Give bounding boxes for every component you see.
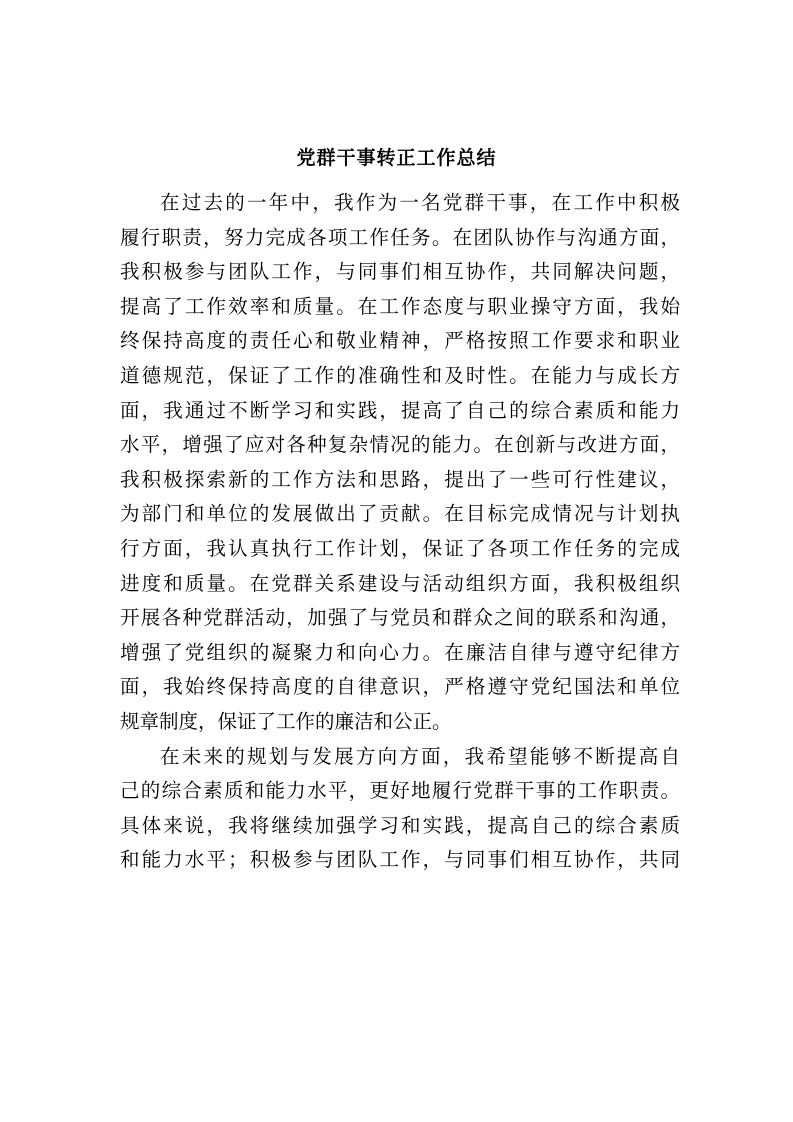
paragraph-1-line-10: 为部门和单位的发展做出了贡献。在目标完成情况与计划执 [120,502,680,526]
paragraph-1-line-7: 面，我通过不断学习和实践，提高了自己的综合素质和能力 [120,398,680,422]
paragraph-1-line-15: 面，我始终保持高度的自律意识，严格遵守党纪国法和单位 [120,675,680,699]
paragraph-1-line-3: 我积极参与团队工作，与同事们相互协作，共同解决问题， [120,260,680,284]
paragraph-1-line-12: 进度和质量。在党群关系建设与活动组织方面，我积极组织 [120,571,680,595]
paragraph-2-line-2: 己的综合素质和能力水平，更好地履行党群干事的工作职责。 [120,779,680,803]
paragraph-1-line-14: 增强了党组织的凝聚力和向心力。在廉洁自律与遵守纪律方 [120,640,680,664]
paragraph-1-line-8: 水平，增强了应对各种复杂情况的能力。在创新与改进方面， [120,433,680,457]
paragraph-1-line-5: 终保持高度的责任心和敬业精神，严格按照工作要求和职业 [120,329,680,353]
paragraph-1-line-4: 提高了工作效率和质量。在工作态度与职业操守方面，我始 [120,294,680,318]
paragraph-1-line-2: 履行职责，努力完成各项工作任务。在团队协作与沟通方面， [120,225,680,249]
paragraph-1-line-11: 行方面，我认真执行工作计划，保证了各项工作任务的完成 [120,536,680,560]
paragraph-1-line-1: 在过去的一年中，我作为一名党群干事，在工作中积极 [160,191,680,214]
document-title: 党群干事转正工作总结 [296,147,497,169]
paragraph-2-line-3: 具体来说，我将继续加强学习和实践，提高自己的综合素质 [120,813,680,837]
paragraph-1-line-16: 规章制度，保证了工作的廉洁和公正。 [120,709,452,733]
paragraph-2-line-1: 在未来的规划与发展方向方面，我希望能够不断提高自 [160,744,680,768]
paragraph-2-line-4: 和能力水平；积极参与团队工作，与同事们相互协作，共同 [120,848,680,872]
paragraph-1-line-13: 开展各种党群活动，加强了与党员和群众之间的联系和沟通， [120,606,680,630]
paragraph-1-line-9: 我积极探索新的工作方法和思路，提出了一些可行性建议， [120,467,680,491]
document-body [120,186,680,878]
paragraph-1-line-6: 道德规范，保证了工作的准确性和及时性。在能力与成长方 [120,363,680,387]
